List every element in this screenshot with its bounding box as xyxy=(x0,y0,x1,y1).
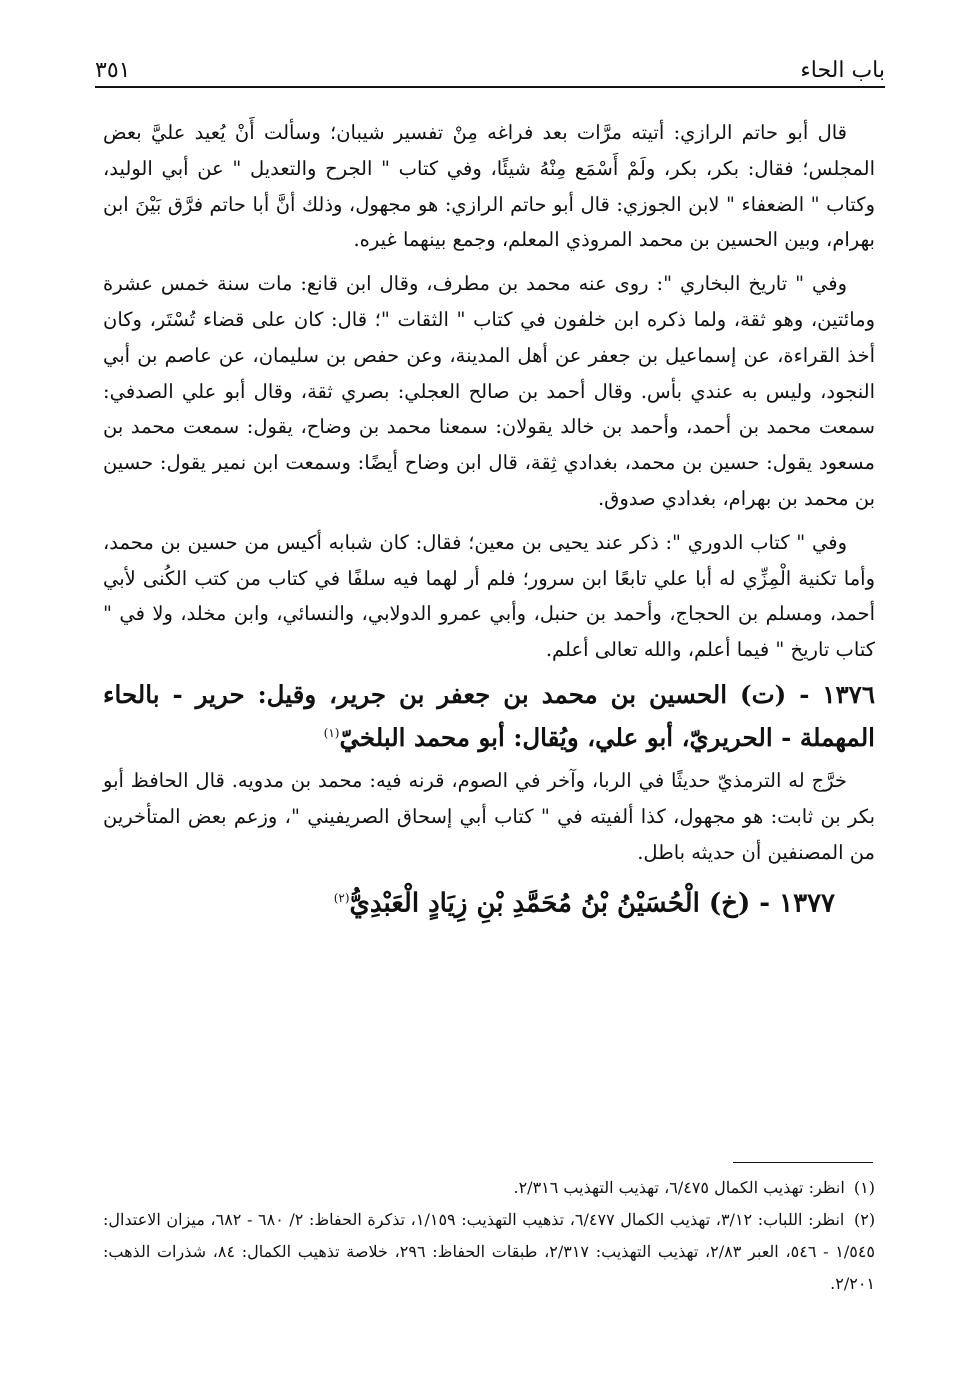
header-rule xyxy=(95,86,885,88)
footnote-ref-1: (١) xyxy=(323,725,340,740)
footnotes xyxy=(103,1172,875,1300)
paragraph-1: قال أبو حاتم الرازي: أتيته مرَّات بعد فراغه مِنْ تفسير شيبان؛ وسألت أَنْ يُعيد عليَّ بعض المجلس؛ فقال: بكر، بكر، ولَمْ أَسْمَع مِنْهُ شيئًا، وفي كتاب " الجرح والتعديل " عن أبي الوليد، وكتاب " الضعفاء " لابن الجوزي: قال أبو حاتم الرازي: هو مجهول، وذلك أنَّ أبا حاتم فرَّق بَيْنَ ابن بهرام، وبين الحسين بن محمد المروذي المعلم، وجمع بينهما غيره. xyxy=(103,121,875,252)
footnote-1 xyxy=(103,1172,875,1204)
footnote-1-number: (١) xyxy=(853,1178,875,1197)
main-text xyxy=(103,115,875,928)
page-number: ٣٥١ xyxy=(95,58,131,83)
footnote-1-text: انظر: تهذيب الكمال ٦/٤٧٥، تهذيب التهذيب ٢/٣١٦. xyxy=(513,1178,845,1197)
paragraph-1376: خرَّج له الترمذيّ حديثًا في الربا، وآخر في الصوم، قرنه فيه: محمد بن مدويه. قال الحافظ أبو بكر بن ثابت: هو مجهول، كذا ألفيته في " كتاب أبي إسحاق الصريفيني "، وزعم بعض المتأخرين من المصنفين أن حديثه باطل. xyxy=(103,769,875,864)
page-header xyxy=(95,52,885,88)
entry-1376-heading xyxy=(103,676,875,757)
footnote-2-number: (٢) xyxy=(853,1210,876,1229)
chapter-title: باب الحاء xyxy=(800,58,885,83)
paragraph-2: وفي " تاريخ البخاري ": روى عنه محمد بن مطرف، وقال ابن قانع: مات سنة خمس عشرة ومائتين، وهو ثقة، ولما ذكره ابن خلفون في كتاب " الثقات "؛ قال: كان على قضاء تُسْتَر، وكان أخذ القراءة، عن إسماعيل بن جعفر عن أهل المدينة، وعن حفص بن سليمان، عن عاصم بن أبي النجود، وليس به عندي بأس. وقال أحمد بن صالح العجلي: بصري ثقة، وقال أبو علي الصدفي: سمعت محمد بن أحمد، وأحمد بن خالد يقولان: سمعنا محمد بن وضاح، يقول: سمعت محمد بن مسعود يقول: حسين بن محمد، بغدادي ثِقة، قال ابن وضاح أيضًا: وسمعت ابن نمير يقول: حسين بن محمد بن بهرام، بغدادي صدوق. xyxy=(103,272,875,510)
paragraph-3: وفي " كتاب الدوري ": ذكر عند يحيى بن معين؛ فقال: كان شبابه أكيس من حسين بن محمد، وأما تكنية الْمِزِّي له أبا علي تابعًا ابن سرور؛ فلم أر لهما فيه سلفًا في كتاب من كتب الكُنى لأبي أحمد، ومسلم بن الحجاج، وأحمد بن حنبل، وأبي عمرو الدولابي، والنسائي، وابن مخلد، ولا في " كتاب تاريخ " فيما أعلم، والله تعالى أعلم. xyxy=(103,530,875,662)
entry-1377-title: ١٣٧٧ - (خ) الْحُسَيْنُ بْنُ مُحَمَّدِ بْنِ زِيَادٍ الْعَبْدِيُّ xyxy=(349,888,835,919)
footnote-2-text: انظر: اللباب: ٣/١٢، تهذيب الكمال ٦/٤٧٧، تذهيب التهذيب: ١/١٥٩، تذكرة الحفاظ: ٢/ ٦٨٠ - ٦٨٢، ميزان الاعتدال: ١/٥٤٥ - ٥٤٦، العبر ٢/٨٣، تهذيب التهذيب: ٢/٣١٧، طبقات الحفاظ: ٢٩٦، خلاصة تذهيب الكمال: ٨٤، شذرات الذهب: ٢/٢٠١. xyxy=(103,1210,875,1293)
entry-1377-heading xyxy=(103,879,875,923)
footnote-ref-2: (٢) xyxy=(333,890,350,905)
entry-1376-title: ١٣٧٦ - (ت) الحسين بن محمد بن جعفر بن جرير، وقيل: حرير - بالحاء المهملة - الحريريّ، أبو علي، ويُقال: أبو محمد البلخيّ xyxy=(103,679,875,753)
footnote-separator xyxy=(733,1162,873,1163)
footnote-2 xyxy=(103,1204,875,1300)
